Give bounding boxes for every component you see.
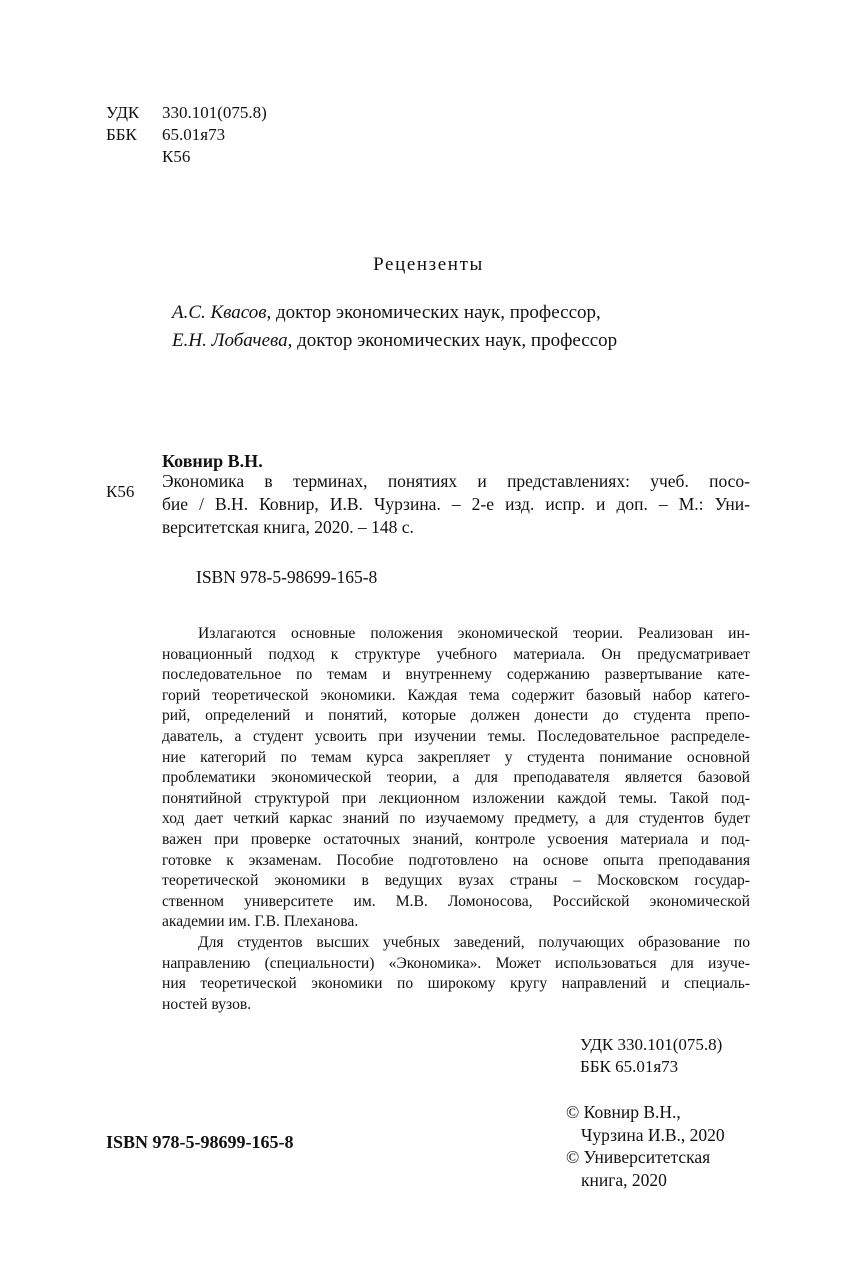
reviewer-1 (172, 299, 601, 327)
abstract-line: ностей вузов. (162, 995, 252, 1013)
bib-line: Экономика в терминах, понятиях и представлениях: учеб. посо- (162, 471, 750, 491)
abstract-line: Для студентов высших учебных заведений, получающих образование по (198, 934, 750, 951)
reviewer-2-name: Е.Н. Лобачева (172, 330, 288, 351)
abstract-line: направлению (специальности) «Экономика». Может использоваться для изуче- (162, 954, 750, 972)
abstract-line: последовательное по темам и внутреннему содержанию развертывание кате- (162, 666, 750, 684)
bib-author: Ковнир В.Н. (162, 451, 263, 471)
abstract-line: важен при проверке остаточных знаний, контроле усвоения материала и под- (162, 830, 750, 848)
copyright-block (566, 1101, 725, 1191)
abstract-line: готовке к экзаменам. Пособие подготовлено на основе опыта преподавания (162, 851, 750, 869)
copyright-line: Чурзина И.В., 2020 (581, 1124, 725, 1145)
bib-line: верситетская книга, 2020. – 148 с. (162, 517, 414, 537)
abstract-line: ние категорий по темам курса закрепляет у студента понимание основной (162, 748, 750, 766)
abstract-line: понятийной структурой при лекционном изложении каждой темы. Такой под- (162, 789, 750, 807)
copyright-line: © Ковнир В.Н., (566, 1102, 681, 1122)
bbk-top (106, 124, 225, 146)
abstract-line: ственном университете им. М.В. Ломоносова, Российской экономической (162, 892, 750, 910)
abstract-paragraph-1 (162, 624, 750, 933)
abstract-line: даватель, а студент усвоить при изучении темы. Последовательное распределе- (162, 727, 750, 745)
abstract-line: горий теоретической экономики. Каждая тема содержит базовый набор катего- (162, 686, 750, 704)
bib-isbn: ISBN 978-5-98699-165-8 (196, 567, 378, 587)
copyright-line: книга, 2020 (581, 1169, 667, 1190)
udk-top (106, 102, 267, 124)
abstract-line: проблематики экономической теории, а для преподавателя является базовой (162, 769, 750, 787)
reviewers-heading: Рецензенты (373, 254, 484, 275)
bib-line: бие / В.Н. Ковнир, И.В. Чурзина. – 2-е изд. испр. и доп. – М.: Уни- (162, 494, 750, 514)
abstract-line: теоретической экономики в ведущих вузах страны – Московском государ- (162, 872, 750, 890)
bib-description (162, 470, 750, 539)
reviewer-1-desc: , доктор экономических наук, профессор, (266, 302, 601, 323)
udk-label: УДК (106, 103, 140, 122)
abstract-line: ния теоретической экономики по широкому кругу направлений и специаль- (162, 975, 750, 993)
reviewer-2 (172, 327, 617, 355)
bib-mark: К56 (106, 482, 135, 501)
udk-bottom: УДК 330.101(075.8) (580, 1035, 723, 1054)
reviewer-2-desc: , доктор экономических наук, профессор (287, 330, 618, 351)
abstract-line: рий, определений и понятий, которые должен донести до студента препо- (162, 707, 750, 725)
abstract-line: ход дает четкий каркас знаний по изучаемому предмету, а для студентов будет (162, 810, 750, 828)
abstract-line: новационный подход к структуре учебного материала. Он предусматривает (162, 645, 750, 663)
abstract-paragraph-2 (162, 933, 750, 1015)
copyright-line: © Университетская (566, 1147, 711, 1167)
reviewer-1-name: А.С. Квасов (172, 302, 267, 323)
abstract-line: Излагаются основные положения экономической теории. Реализован ин- (198, 625, 750, 642)
abstract-line: академии им. Г.В. Плеханова. (162, 913, 359, 931)
udk-value: 330.101(075.8) (162, 103, 267, 122)
bbk-bottom: ББК 65.01я73 (580, 1057, 679, 1076)
bbk-value: 65.01я73 (162, 125, 226, 144)
author-mark-top: К56 (162, 147, 191, 166)
bbk-label: ББК (106, 125, 137, 144)
isbn-bottom: ISBN 978-5-98699-165-8 (106, 1132, 294, 1152)
